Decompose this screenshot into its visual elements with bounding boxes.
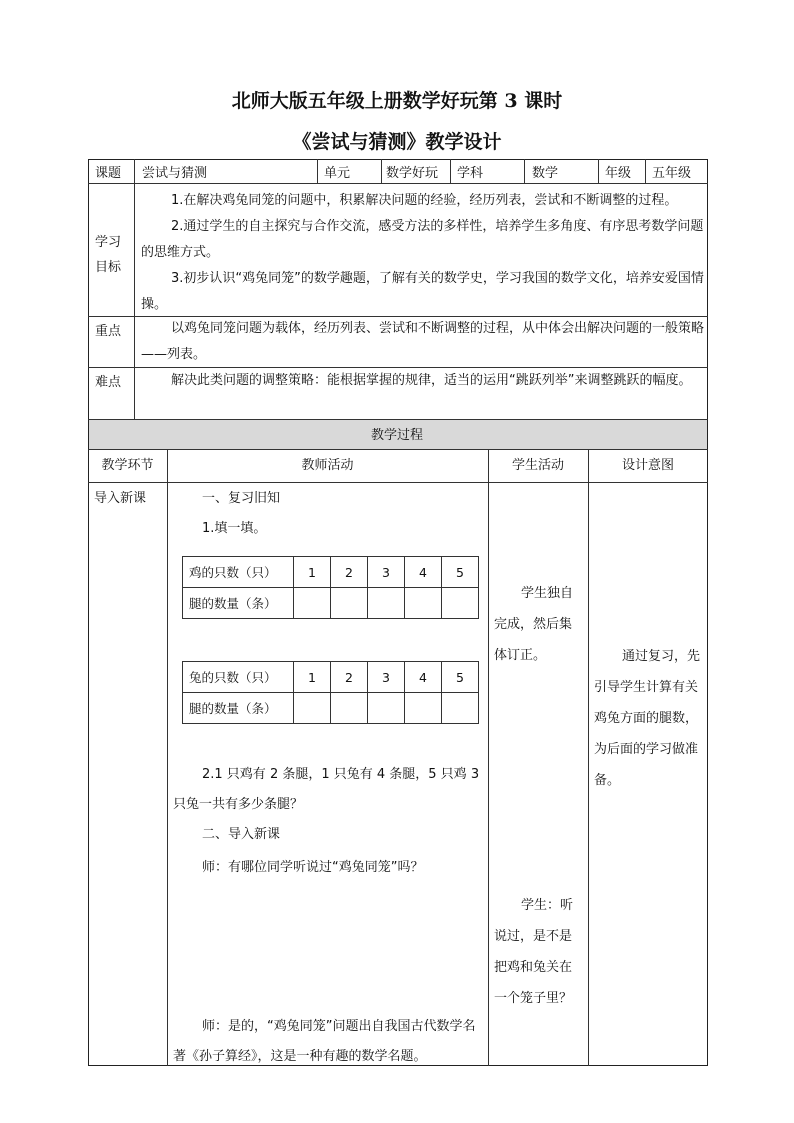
teacher-question: 师：有哪位同学听说过“鸡兔同笼”吗？ (202, 860, 424, 875)
table-cell: 2 (331, 662, 368, 693)
document-title: 北师大版五年级上册数学好玩第 3 课时 (231, 90, 563, 112)
student-activity-2: 学生：听说过，是不是把鸡和兔关在一个笼子里？ (494, 898, 574, 1006)
table-cell: 3 (368, 557, 405, 588)
subject-value: 数学 (532, 166, 559, 181)
legs-label: 腿的数量（条） (183, 693, 294, 724)
table-cell: 4 (405, 557, 442, 588)
topic-value: 尝试与猜测 (142, 166, 208, 181)
table-cell: 3 (368, 662, 405, 693)
blank-cell[interactable] (368, 693, 405, 724)
objective-3: 3.初步认识“鸡兔同笼”的数学趣题，了解有关的数学史，学习我国的数学文化，培养安爱国情操。 (141, 271, 704, 312)
rabbit-count-label: 兔的只数（只） (183, 662, 294, 693)
legs-label: 腿的数量（条） (183, 588, 294, 619)
stage-label: 导入新课 (94, 491, 147, 506)
blank-cell[interactable] (405, 588, 442, 619)
col-stage-header: 教学环节 (101, 458, 154, 473)
topic-label: 课题 (95, 166, 122, 181)
grade-label: 年级 (605, 166, 632, 181)
blank-cell[interactable] (442, 588, 479, 619)
chicken-table (182, 556, 479, 619)
blank-cell[interactable] (331, 588, 368, 619)
table-cell: 4 (405, 662, 442, 693)
fill-prompt: 1.填一填。 (202, 521, 267, 536)
process-header: 教学过程 (370, 428, 423, 443)
review-heading: 一、复习旧知 (202, 491, 281, 506)
unit-value: 数学好玩 (386, 166, 439, 181)
table-cell: 5 (442, 557, 479, 588)
design-intent: 通过复习，先引导学生计算有关鸡兔方面的腿数，为后面的学习做准备。 (594, 649, 701, 788)
col-intent-header: 设计意图 (621, 458, 674, 473)
teacher-answer: 师：是的，“鸡兔同笼”问题出自我国古代数学名著《孙子算经》，这是一种有趣的数学名题。 (173, 1019, 476, 1064)
col-student-header: 学生活动 (511, 458, 564, 473)
student-activity-1: 学生独自完成，然后集体订正。 (494, 586, 574, 663)
blank-cell[interactable] (331, 693, 368, 724)
blank-cell[interactable] (442, 693, 479, 724)
unit-label: 单元 (324, 166, 351, 181)
blank-cell[interactable] (294, 693, 331, 724)
blank-cell[interactable] (368, 588, 405, 619)
intro-heading: 二、导入新课 (202, 827, 281, 842)
col-teacher-header: 教师活动 (301, 458, 354, 473)
difficulty-label: 难点 (95, 375, 122, 390)
key-point-label: 重点 (95, 324, 122, 339)
objectives-label-line2: 目标 (95, 260, 122, 275)
grade-value: 五年级 (652, 166, 692, 181)
table-cell: 1 (294, 662, 331, 693)
rabbit-table (182, 661, 479, 724)
key-point-text: 以鸡兔同笼问题为载体，经历列表、尝试和不断调整的过程，从中体会出解决问题的一般策略——列表。 (141, 321, 705, 362)
objective-1: 1.在解决鸡兔同笼的问题中，积累解决问题的经验，经历列表，尝试和不断调整的过程。 (171, 193, 678, 208)
table-cell: 5 (442, 662, 479, 693)
question-2: 2.1 只鸡有 2 条腿，1 只兔有 4 条腿，5 只鸡 3 只兔一共有多少条腿？ (173, 767, 480, 812)
blank-cell[interactable] (405, 693, 442, 724)
table-cell: 1 (294, 557, 331, 588)
objectives-label-line1: 学习 (95, 235, 122, 250)
blank-cell[interactable] (294, 588, 331, 619)
chicken-count-label: 鸡的只数（只） (183, 557, 294, 588)
subject-label: 学科 (457, 166, 484, 181)
objective-2: 2.通过学生的自主探究与合作交流，感受方法的多样性，培养学生多角度、有序思考数学问题的思维方式。 (141, 219, 704, 260)
difficulty-text: 解决此类问题的调整策略：能根据掌握的规律，适当的运用“跳跃列举”来调整跳跃的幅度。 (171, 373, 692, 388)
table-cell: 2 (331, 557, 368, 588)
document-subtitle: 《尝试与猜测》教学设计 (292, 131, 502, 153)
